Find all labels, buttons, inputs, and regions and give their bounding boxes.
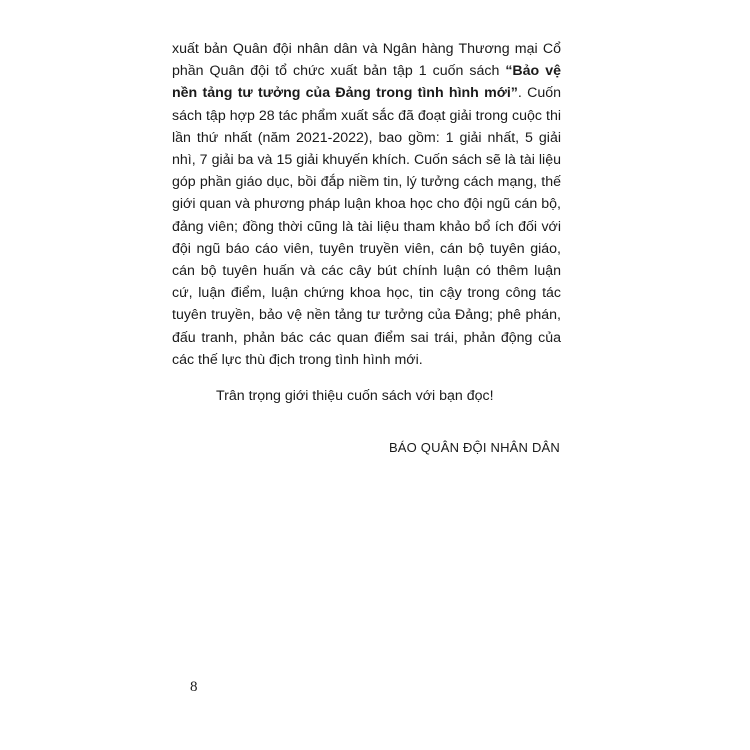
body-paragraph <box>172 38 561 371</box>
closing-line: Trân trọng giới thiệu cuốn sách với bạn đọc! <box>216 388 494 404</box>
book-title: “Bảo vệ nền tảng tư tưởng của Đảng trong tình hình mới” <box>172 63 561 102</box>
page-number: 8 <box>190 679 198 695</box>
paragraph-text-before: xuất bản Quân đội nhân dân và Ngân hàng Thương mại Cổ phần Quân đội tổ chức xuất bản tập 1 cuốn sách <box>172 41 561 80</box>
signature: BÁO QUÂN ĐỘI NHÂN DÂN <box>388 440 560 455</box>
paragraph-text-after: . Cuốn sách tập hợp 28 tác phẩm xuất sắc đã đoạt giải trong cuộc thi lần thứ nhất (năm 2021-2022), bao gồm: 1 giải nhất, 5 giải nhì, 7 giải ba và 15 giải khuyến khích. Cuốn sách sẽ là tài liệu góp phần giáo dục, bồi đắp niềm tin, lý tưởng cách mạng, thế giới quan và phương pháp luận khoa học cho đội ngũ cán bộ, đảng viên; đồng thời cũng là tài liệu tham khảo bổ ích đối với đội ngũ báo cáo viên, tuyên truyền viên, cán bộ tuyên giáo, cán bộ tuyên huấn và các cây bút chính luận có thêm luận cứ, luận điểm, luận chứng khoa học, tin cậy trong công tác tuyên truyền, bảo vệ nền tảng tư tưởng của Đảng; phê phán, đấu tranh, phản bác các quan điểm sai trái, phản động của các thế lực thù địch trong tình hình mới. <box>172 85 561 368</box>
